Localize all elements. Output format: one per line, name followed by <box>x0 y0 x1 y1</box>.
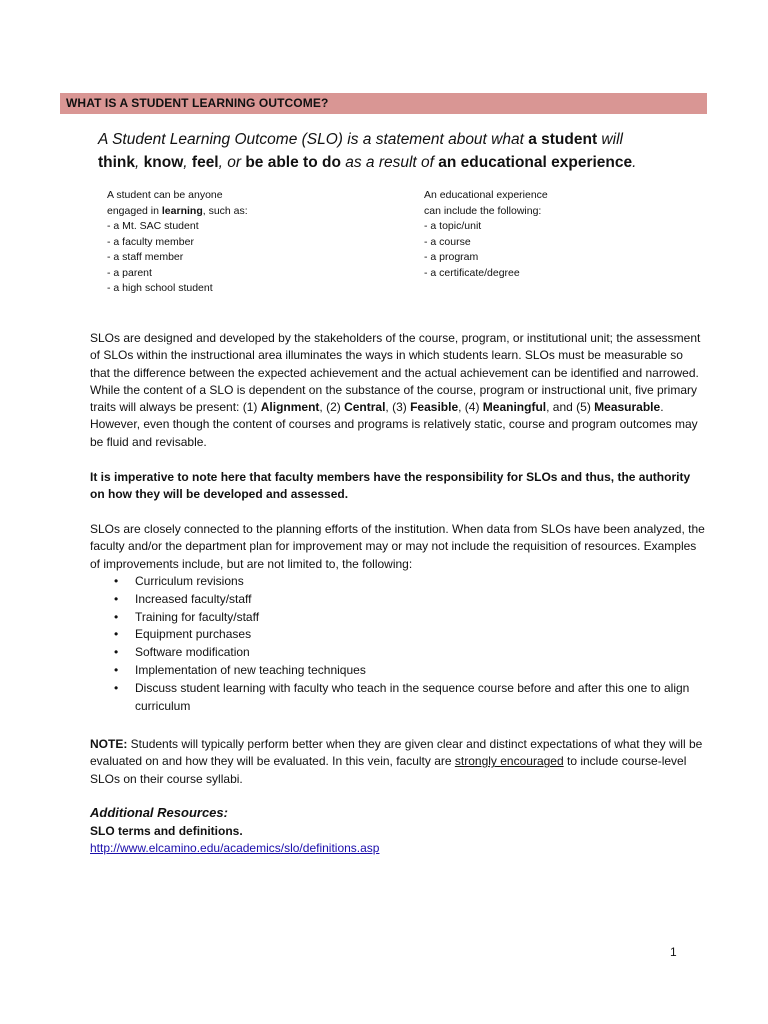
improvement-text: Implementation of new teaching techniques <box>135 662 366 677</box>
list-item: - a course <box>424 235 471 248</box>
list-item <box>90 573 705 591</box>
trait-alignment: Alignment <box>260 400 320 415</box>
improvements-list <box>90 573 705 715</box>
resources-subtitle: SLO terms and definitions. <box>90 824 243 838</box>
improvement-text: Discuss student learning with faculty who teach in the sequence course before and after this one to align curriculum <box>135 680 690 713</box>
list-item <box>90 662 705 680</box>
bullet-icon: • <box>114 591 119 606</box>
def-able: be able to do <box>245 154 341 171</box>
list-item: - a topic/unit <box>424 220 482 232</box>
note-text: Students will typically perform better when they are given clear and distinct expectations of what they will be evaluated on and how they will be evaluated. In this vein, faculty are <box>90 737 703 769</box>
list-item <box>90 644 705 662</box>
def-end: . <box>632 154 637 171</box>
list-item <box>90 680 705 716</box>
experience-intro-1: An educational experience <box>424 189 548 201</box>
list-item <box>90 591 705 609</box>
improvement-text: Training for faculty/staff <box>135 609 260 624</box>
def-part1: A Student Learning Outcome (SLO) is a statement about what <box>98 131 529 148</box>
faculty-responsibility-paragraph: It is imperative to note here that faculty members have the responsibility for SLOs and thus, the authority on how they will be developed and assessed. <box>90 470 691 502</box>
def-sep3: , or <box>218 154 246 171</box>
student-intro-1: A student can be anyone <box>107 189 223 201</box>
list-item: - a high school student <box>107 282 213 294</box>
def-sep2: , <box>183 154 192 171</box>
improvement-text: Curriculum revisions <box>135 574 244 588</box>
bullet-icon: • <box>114 627 119 642</box>
list-item: - a Mt. SAC student <box>107 220 199 232</box>
bullet-icon: • <box>114 574 119 588</box>
bullet-icon: • <box>114 645 119 660</box>
list-item <box>90 609 705 627</box>
p1-s3: , (4) <box>458 400 483 415</box>
def-feel: feel <box>191 154 219 171</box>
bullet-icon: • <box>114 680 119 695</box>
note-emphasis: strongly encouraged <box>454 754 564 769</box>
bullet-icon: • <box>114 662 119 677</box>
def-experience: an educational experience <box>438 154 633 171</box>
resources-title: Additional Resources: <box>90 805 228 820</box>
definitions-link[interactable]: http://www.elcamino.edu/academics/slo/definitions.asp <box>90 841 380 855</box>
p1-s1: , (2) <box>319 400 345 415</box>
section-title: WHAT IS A STUDENT LEARNING OUTCOME? <box>66 96 329 110</box>
slo-paragraph <box>90 330 705 451</box>
planning-paragraph: SLOs are closely connected to the planning efforts of the institution. When data from SLOs have been analyzed, the faculty and/or the department plan for improvement may or may not include the requisition of resources. Examples of improvements include, but are not limited to, the following: <box>90 522 705 571</box>
improvement-text: Equipment purchases <box>135 627 252 642</box>
note-label: NOTE: <box>90 737 128 751</box>
list-item: - a staff member <box>107 251 184 263</box>
improvement-text: Software modification <box>135 645 250 660</box>
experience-list <box>424 188 674 281</box>
def-sep1: , <box>135 154 144 171</box>
p1-s4: , and (5) <box>546 400 595 415</box>
slo-definition <box>98 128 698 174</box>
section-header-bar <box>60 93 707 114</box>
trait-measurable: Measurable <box>594 400 661 415</box>
student-list <box>107 188 357 297</box>
trait-meaningful: Meaningful <box>482 400 547 415</box>
note-paragraph <box>90 736 705 788</box>
improvement-text: Increased faculty/staff <box>135 591 252 606</box>
def-part2: will <box>597 131 623 148</box>
note-end: to include course-level SLOs on their course syllabi. <box>90 754 687 786</box>
student-intro-2-pre: engaged in <box>107 204 162 217</box>
list-item: - a parent <box>107 266 152 279</box>
def-student: a student <box>528 131 598 148</box>
def-know: know <box>143 154 184 171</box>
p1-text: SLOs are designed and developed by the stakeholders of the course, program, or institutional unit; the assessment of SLOs within the instructional area illuminates the ways in which students learn. SLOs must be measurable so that the difference between the expected achievement and the actual achievement can be identified and narrowed. While the content of a SLO is dependent on the substance of the course, program or instructional unit, five primary traits will always be present: (1) <box>90 331 701 415</box>
trait-central: Central <box>344 400 386 415</box>
student-intro-2 <box>107 204 357 220</box>
student-intro-2-bold: learning <box>161 204 203 217</box>
def-part3: as a result of <box>340 154 439 171</box>
list-item: - a program <box>424 251 479 263</box>
p1-end: . However, even though the content of courses and programs is relatively static, course and program outcomes may be fluid and revisable. <box>90 400 698 449</box>
def-think: think <box>98 154 136 171</box>
experience-intro-2: can include the following: <box>424 204 542 217</box>
page-number: 1 <box>670 945 677 959</box>
list-item: - a faculty member <box>107 235 194 248</box>
trait-feasible: Feasible <box>410 400 459 415</box>
bullet-icon: • <box>114 609 119 624</box>
list-item <box>90 626 705 644</box>
p1-s2: , (3) <box>385 400 411 415</box>
student-intro-2-post: , such as: <box>202 204 248 217</box>
list-item: - a certificate/degree <box>424 266 520 279</box>
